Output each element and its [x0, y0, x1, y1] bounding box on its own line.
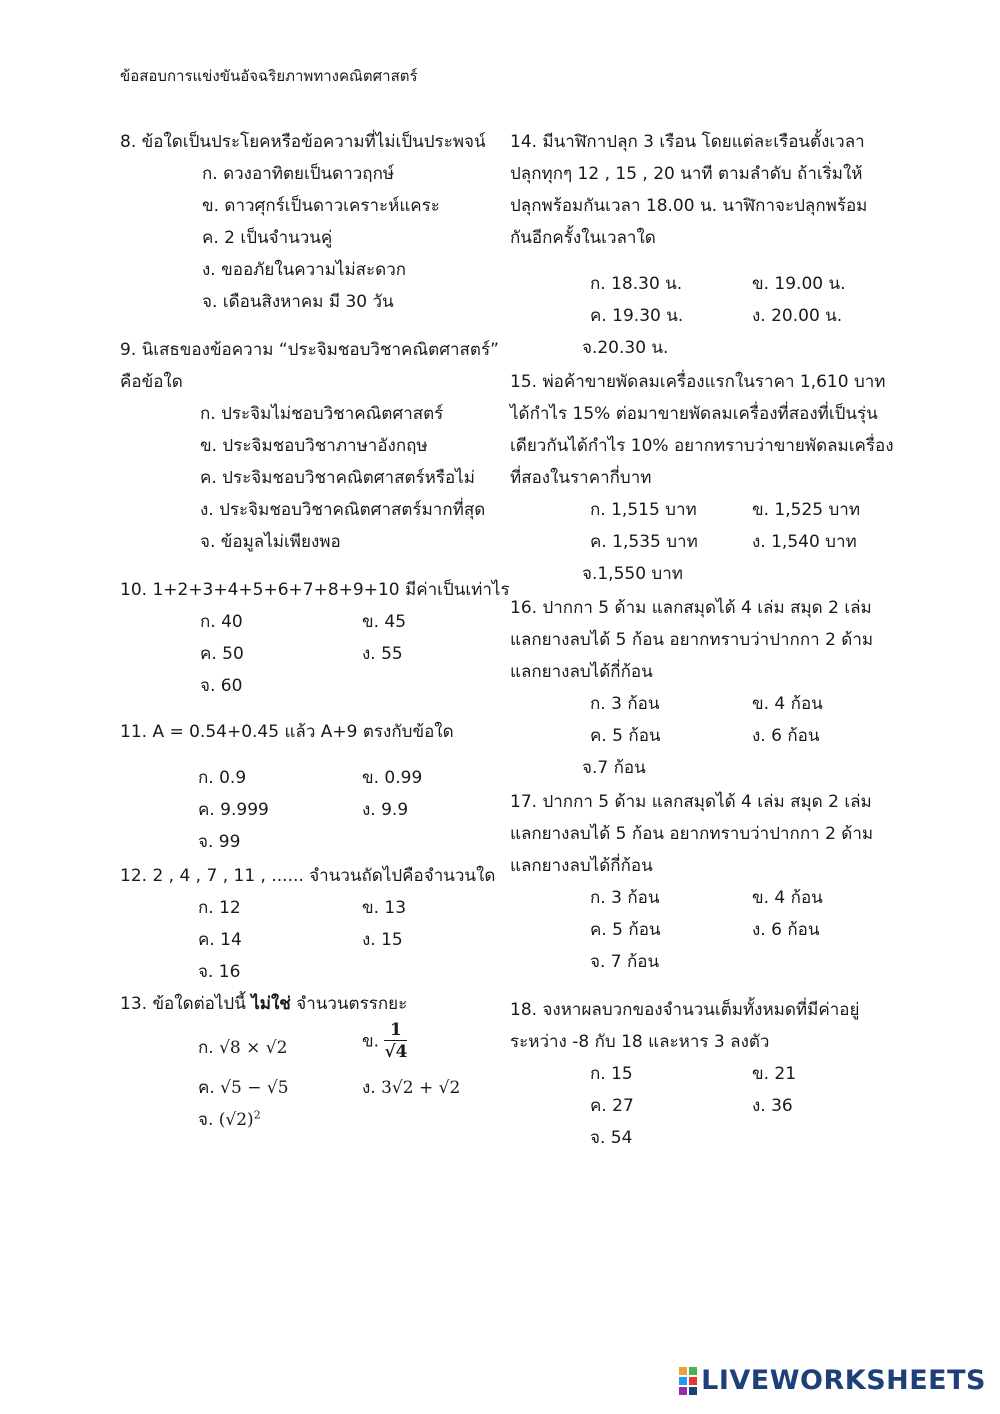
question-13-stem	[120, 988, 490, 1020]
q14-option-b[interactable]: ข. 19.00 น.	[752, 274, 846, 294]
q14-option-c[interactable]: ค. 19.30 น.	[590, 306, 684, 326]
q9-option-a[interactable]: ก. ประจิมไม่ชอบวิชาคณิตศาสตร์	[200, 404, 444, 424]
q13-option-b-label: ข.	[362, 1031, 380, 1052]
q18-option-d[interactable]: ง. 36	[752, 1096, 793, 1116]
q9-option-b[interactable]: ข. ประจิมชอบวิชาภาษาอังกฤษ	[200, 436, 428, 456]
question-17-stem-line-2: แลกยางลบได้ 5 ก้อน อยากทราบว่าปากกา 2 ด้าม	[510, 824, 874, 844]
q15-option-b[interactable]: ข. 1,525 บาท	[752, 500, 861, 520]
q17-option-c[interactable]: ค. 5 ก้อน	[590, 920, 661, 940]
question-16	[510, 592, 890, 784]
q16-option-c[interactable]: ค. 5 ก้อน	[590, 726, 661, 746]
question-8-stem: 8. ข้อใดเป็นประโยคหรือข้อความที่ไม่เป็นประพจน์	[120, 132, 486, 152]
question-15-stem-line-1: 15. พ่อค้าขายพัดลมเครื่องแรกในราคา 1,610 บาท	[510, 372, 886, 392]
q8-option-a[interactable]: ก. ดวงอาทิตยเป็นดาวฤกษ์	[202, 164, 395, 184]
q8-option-d[interactable]: ง. ขออภัยในความไม่สะดวก	[202, 260, 407, 280]
q12-option-e[interactable]: จ. 16	[198, 962, 241, 982]
question-10	[120, 574, 510, 702]
q12-option-b[interactable]: ข. 13	[362, 898, 407, 918]
q18-option-a[interactable]: ก. 15	[590, 1064, 633, 1084]
q15-option-c[interactable]: ค. 1,535 บาท	[590, 532, 698, 552]
page-header: ข้อสอบการแข่งขันอัจฉริยภาพทางคณิตศาสตร์	[120, 67, 418, 85]
liveworksheets-logo-icon	[679, 1367, 697, 1395]
q16-option-a[interactable]: ก. 3 ก้อน	[590, 694, 660, 714]
question-11-stem: 11. A = 0.54+0.45 แล้ว A+9 ตรงกับข้อใด	[120, 722, 454, 742]
question-17-stem-line-1: 17. ปากกา 5 ด้าม แลกสมุดได้ 4 เล่ม สมุด 2 เล่ม	[510, 792, 872, 812]
question-16-stem-line-3: แลกยางลบได้กี่ก้อน	[510, 662, 653, 682]
q13-option-a[interactable]: ก. √8 × √2	[198, 1038, 288, 1058]
q13-option-b-fraction	[384, 1020, 407, 1062]
q8-option-e[interactable]: จ. เดือนสิงหาคม มี 30 วัน	[202, 292, 394, 312]
liveworksheets-logo	[679, 1365, 986, 1396]
question-17-stem-line-3: แลกยางลบได้กี่ก้อน	[510, 856, 653, 876]
q13-option-b[interactable]	[362, 1020, 407, 1062]
q11-option-c[interactable]: ค. 9.999	[198, 800, 269, 820]
q12-option-c[interactable]: ค. 14	[198, 930, 242, 950]
q10-option-e[interactable]: จ. 60	[200, 676, 243, 696]
q13-option-e-exponent: 2	[253, 1108, 261, 1122]
q9-option-c[interactable]: ค. ประจิมชอบวิชาคณิตศาสตร์หรือไม่	[200, 468, 475, 488]
q10-option-b[interactable]: ข. 45	[362, 612, 407, 632]
question-12-stem: 12. 2 , 4 , 7 , 11 , ...... จำนวนถัดไปคือจำนวนใด	[120, 866, 496, 886]
question-15-stem-line-4: ที่สองในราคากี่บาท	[510, 468, 652, 488]
question-10-stem: 10. 1+2+3+4+5+6+7+8+9+10 มีค่าเป็นเท่าไร	[120, 580, 510, 600]
q18-option-c[interactable]: ค. 27	[590, 1096, 634, 1116]
q17-option-a[interactable]: ก. 3 ก้อน	[590, 888, 660, 908]
q13-option-e[interactable]	[198, 1106, 261, 1133]
q13-option-e-base: จ. (√2)	[198, 1110, 254, 1130]
question-15-stem-line-2: ได้กำไร 15% ต่อมาขายพัดลมเครื่องที่สองที่เป็นรุ่น	[510, 404, 878, 424]
q17-option-b[interactable]: ข. 4 ก้อน	[752, 888, 823, 908]
question-18-stem-line-1: 18. จงหาผลบวกของจำนวนเต็มทั้งหมดที่มีค่าอยู่	[510, 1000, 860, 1020]
q12-option-a[interactable]: ก. 12	[198, 898, 241, 918]
q8-option-b[interactable]: ข. ดาวศุกร์เป็นดาวเคราะห์แคระ	[202, 196, 440, 216]
q13-option-b-denominator: √4	[384, 1042, 408, 1062]
q11-option-d[interactable]: ง. 9.9	[362, 800, 409, 820]
question-16-stem-line-2: แลกยางลบได้ 5 ก้อน อยากทราบว่าปากกา 2 ด้าม	[510, 630, 874, 650]
question-14-stem-line-4: กันอีกครั้งในเวลาใด	[510, 228, 656, 248]
q16-option-e[interactable]: จ.7 ก้อน	[582, 758, 646, 778]
q13-option-c[interactable]: ค. √5 − √5	[198, 1078, 289, 1098]
question-14-stem-line-1: 14. มีนาฬิกาปลุก 3 เรือน โดยแต่ละเรือนตั้งเวลา	[510, 132, 865, 152]
question-11	[120, 716, 490, 852]
q16-option-b[interactable]: ข. 4 ก้อน	[752, 694, 823, 714]
q10-option-a[interactable]: ก. 40	[200, 612, 243, 632]
q14-option-e[interactable]: จ.20.30 น.	[582, 338, 669, 358]
q13-option-d[interactable]: ง. 3√2 + √2	[362, 1078, 461, 1098]
q17-option-e[interactable]: จ. 7 ก้อน	[590, 952, 660, 972]
q18-option-b[interactable]: ข. 21	[752, 1064, 797, 1084]
q10-option-c[interactable]: ค. 50	[200, 644, 244, 664]
question-18	[510, 994, 890, 1154]
q15-option-a[interactable]: ก. 1,515 บาท	[590, 500, 697, 520]
liveworksheets-logo-text: LIVEWORKSHEETS	[701, 1365, 986, 1396]
question-13	[120, 988, 490, 1020]
question-13-stem-emphasis: ไม่ใช่	[251, 994, 291, 1014]
question-18-stem-line-2: ระหว่าง -8 กับ 18 และหาร 3 ลงตัว	[510, 1032, 770, 1052]
q11-option-a[interactable]: ก. 0.9	[198, 768, 247, 788]
question-15	[510, 366, 894, 590]
q11-option-e[interactable]: จ. 99	[198, 832, 241, 852]
q17-option-d[interactable]: ง. 6 ก้อน	[752, 920, 820, 940]
q15-option-e[interactable]: จ.1,550 บาท	[582, 564, 683, 584]
question-8	[120, 126, 490, 318]
question-12	[120, 860, 496, 988]
question-17	[510, 786, 890, 978]
question-9-stem-line-2: คือข้อใด	[120, 372, 183, 392]
q15-option-d[interactable]: ง. 1,540 บาท	[752, 532, 857, 552]
question-14-stem-line-3: ปลุกพร้อมกันเวลา 18.00 น. นาฬิกาจะปลุกพร้อม	[510, 196, 868, 216]
q13-option-b-numerator: 1	[390, 1020, 402, 1040]
q18-option-e[interactable]: จ. 54	[590, 1128, 633, 1148]
q16-option-d[interactable]: ง. 6 ก้อน	[752, 726, 820, 746]
question-14	[510, 126, 890, 358]
question-9	[120, 334, 499, 558]
question-13-stem-pre: 13. ข้อใดต่อไปนี้	[120, 994, 252, 1014]
question-9-stem-line-1: 9. นิเสธของข้อความ “ประจิมชอบวิชาคณิตศาสตร์”	[120, 340, 499, 360]
q14-option-a[interactable]: ก. 18.30 น.	[590, 274, 683, 294]
q8-option-c[interactable]: ค. 2 เป็นจำนวนคู่	[202, 228, 333, 248]
q11-option-b[interactable]: ข. 0.99	[362, 768, 423, 788]
q10-option-d[interactable]: ง. 55	[362, 644, 403, 664]
q9-option-e[interactable]: จ. ข้อมูลไม่เพียงพอ	[200, 532, 341, 552]
question-13-stem-post: จำนวนตรรกยะ	[290, 994, 408, 1014]
question-14-stem-line-2: ปลุกทุกๆ 12 , 15 , 20 นาที ตามลำดับ ถ้าเริ่มให้	[510, 164, 863, 184]
q9-option-d[interactable]: ง. ประจิมชอบวิชาคณิตศาสตร์มากที่สุด	[200, 500, 486, 520]
question-15-stem-line-3: เดียวกันได้กำไร 10% อยากทราบว่าขายพัดลมเครื่อง	[510, 436, 894, 456]
question-16-stem-line-1: 16. ปากกา 5 ด้าม แลกสมุดได้ 4 เล่ม สมุด 2 เล่ม	[510, 598, 872, 618]
q12-option-d[interactable]: ง. 15	[362, 930, 403, 950]
q14-option-d[interactable]: ง. 20.00 น.	[752, 306, 843, 326]
